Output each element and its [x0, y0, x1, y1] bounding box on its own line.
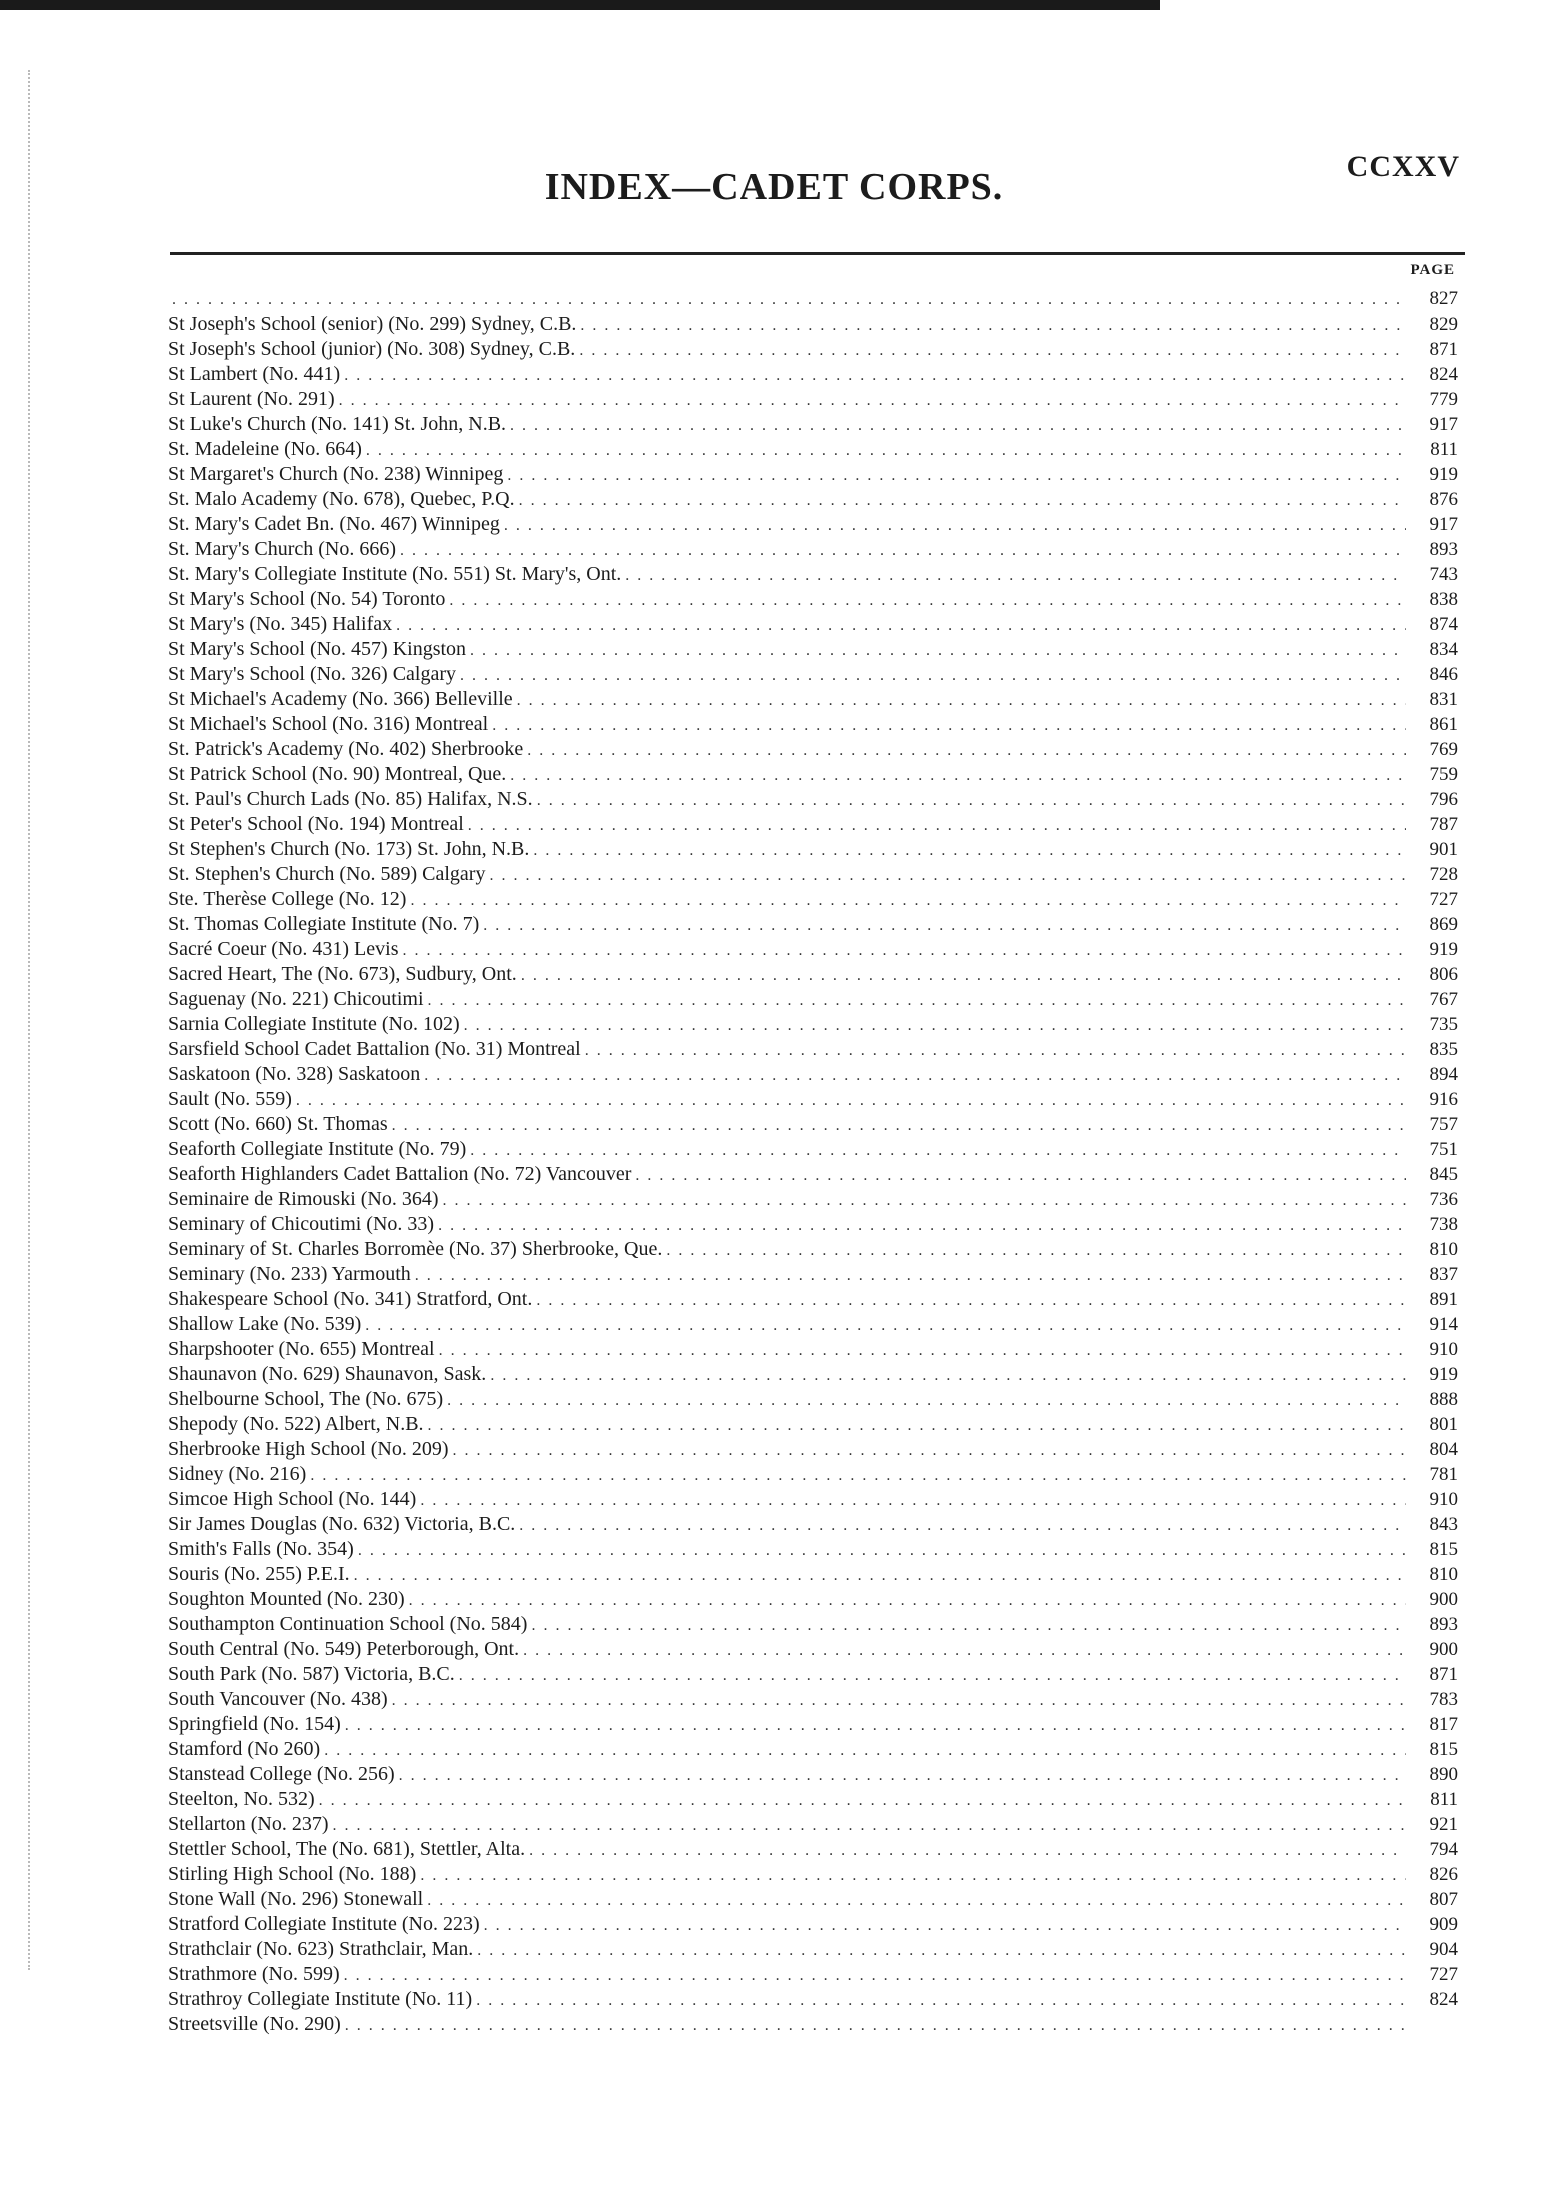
dot-leader	[324, 1742, 1406, 1760]
entry-name: St. Thomas Collegiate Institute (No. 7)	[168, 913, 480, 935]
dot-leader	[504, 517, 1406, 535]
entry-name: St Margaret's Church (No. 238) Winnipeg	[168, 463, 504, 485]
dot-leader	[468, 817, 1406, 835]
entry-page-number: 727	[1429, 889, 1458, 910]
entry-page-number: 728	[1429, 864, 1458, 885]
index-entry	[168, 338, 1458, 363]
index-entry	[168, 1013, 1458, 1038]
entry-name: Sault (No. 559)	[168, 1088, 292, 1110]
dot-leader	[489, 867, 1406, 885]
entry-page-number: 810	[1429, 1564, 1458, 1585]
entry-page-number: 759	[1429, 764, 1458, 785]
index-entry	[168, 813, 1458, 838]
index-entry	[168, 1988, 1458, 2013]
page-title: INDEX—CADET CORPS.	[544, 166, 1004, 208]
entry-name: St Mary's (No. 345) Halifax	[168, 613, 393, 635]
entry-name: St Luke's Church (No. 141) St. John, N.B.	[168, 413, 507, 435]
entry-page-number: 900	[1429, 1639, 1458, 1660]
dot-leader	[453, 1442, 1406, 1460]
entry-page-number: 824	[1429, 364, 1458, 385]
dot-leader	[523, 1642, 1406, 1660]
entry-name: Seaforth Highlanders Cadet Battalion (No. 72) Vancouver	[168, 1163, 632, 1185]
dot-leader	[420, 1492, 1406, 1510]
entry-name: Shakespeare School (No. 341) Stratford, Ont.	[168, 1288, 533, 1310]
dot-leader	[438, 1217, 1406, 1235]
entry-page-number: 811	[1430, 1789, 1458, 1810]
entry-name: Smith's Falls (No. 354)	[168, 1538, 354, 1560]
dot-leader	[439, 1342, 1406, 1360]
dot-leader	[392, 1117, 1406, 1135]
dot-leader	[459, 1667, 1406, 1685]
index-entry	[168, 938, 1458, 963]
index-entry	[168, 1488, 1458, 1513]
entry-name: St. Malo Academy (No. 678), Quebec, P.Q.	[168, 488, 515, 510]
index-entry	[168, 1913, 1458, 1938]
entry-name: St Laurent (No. 291)	[168, 388, 335, 410]
entry-page-number: 869	[1429, 914, 1458, 935]
entry-page-number: 834	[1429, 639, 1458, 660]
dot-leader	[510, 767, 1406, 785]
entry-name: Stettler School, The (No. 681), Stettler, Alta.	[168, 1838, 526, 1860]
entry-page-number: 891	[1429, 1289, 1458, 1310]
entry-page-number: 738	[1429, 1214, 1458, 1235]
entry-page-number: 890	[1429, 1764, 1458, 1785]
header-rule	[170, 252, 1465, 255]
entry-name: St. Patrick's Academy (No. 402) Sherbrooke	[168, 738, 524, 760]
dot-leader	[333, 1817, 1406, 1835]
entry-name: St. Stephen's Church (No. 589) Calgary	[168, 863, 486, 885]
index-entry	[168, 1238, 1458, 1263]
entry-name: Soughton Mounted (No. 230)	[168, 1588, 405, 1610]
index-entry	[168, 2013, 1458, 2038]
dot-leader	[449, 592, 1406, 610]
entry-page-number: 751	[1429, 1139, 1458, 1160]
entry-name: Sarsfield School Cadet Battalion (No. 31) Montreal	[168, 1038, 581, 1060]
entry-page-number: 893	[1429, 1614, 1458, 1635]
index-entry	[168, 1413, 1458, 1438]
entry-name: St Peter's School (No. 194) Montreal	[168, 813, 464, 835]
entry-page-number: 917	[1429, 414, 1458, 435]
dot-leader	[354, 1567, 1406, 1585]
entry-name: Stellarton (No. 237)	[168, 1813, 329, 1835]
entry-page-number: 910	[1429, 1489, 1458, 1510]
dot-leader	[477, 1942, 1406, 1960]
dot-leader	[443, 1192, 1406, 1210]
entry-page-number: 815	[1429, 1739, 1458, 1760]
entry-page-number: 871	[1429, 339, 1458, 360]
dot-leader	[510, 417, 1406, 435]
index-entry	[168, 913, 1458, 938]
entry-page-number: 831	[1429, 689, 1458, 710]
entry-name: St Mary's School (No. 326) Calgary	[168, 663, 457, 685]
entry-name: Streetsville (No. 290)	[168, 2013, 341, 2035]
dot-leader	[579, 342, 1406, 360]
entry-name: Seminary of St. Charles Borromèe (No. 37) Sherbrooke, Que.	[168, 1238, 663, 1260]
index-entry	[168, 638, 1458, 663]
page-column-heading: PAGE	[1410, 262, 1455, 278]
dot-leader	[296, 1092, 1406, 1110]
dot-leader	[344, 1967, 1406, 1985]
entry-page-number: 779	[1429, 389, 1458, 410]
entry-page-number: 921	[1429, 1814, 1458, 1835]
index-entry	[168, 1538, 1458, 1563]
index-entry	[168, 1388, 1458, 1413]
dot-leader	[533, 842, 1406, 860]
dot-leader	[424, 1067, 1406, 1085]
entry-page-number: 914	[1429, 1314, 1458, 1335]
entry-name: Ste. Therèse College (No. 12)	[168, 888, 407, 910]
dot-leader	[403, 942, 1407, 960]
index-entry	[168, 663, 1458, 688]
entry-name: St. Mary's Church (No. 666)	[168, 538, 397, 560]
entry-page-number: 735	[1429, 1014, 1458, 1035]
entry-page-number: 917	[1429, 514, 1458, 535]
entry-name: Scott (No. 660) St. Thomas	[168, 1113, 388, 1135]
entry-name: Sharpshooter (No. 655) Montreal	[168, 1338, 435, 1360]
dot-leader	[536, 1292, 1406, 1310]
dot-leader	[460, 667, 1406, 685]
entry-name: Shepody (No. 522) Albert, N.B.	[168, 1413, 424, 1435]
entry-name: Stone Wall (No. 296) Stonewall	[168, 1888, 424, 1910]
entry-page-number: 824	[1429, 1989, 1458, 2010]
entry-page-number: 769	[1429, 739, 1458, 760]
entry-name: South Vancouver (No. 438)	[168, 1688, 388, 1710]
entry-page-number: 904	[1429, 1939, 1458, 1960]
dot-leader	[410, 892, 1406, 910]
dot-leader	[470, 1142, 1406, 1160]
entry-name: Strathclair (No. 623) Strathclair, Man.	[168, 1938, 474, 1960]
entry-name: Steelton, No. 532)	[168, 1788, 315, 1810]
entry-page-number: 807	[1429, 1889, 1458, 1910]
entry-name: Sidney (No. 216)	[168, 1463, 307, 1485]
index-entry	[168, 563, 1458, 588]
entry-name: St Lambert (No. 441)	[168, 363, 341, 385]
entry-name: Southampton Continuation School (No. 584)	[168, 1613, 528, 1635]
index-entries	[168, 288, 1458, 2038]
entry-page-number: 811	[1430, 439, 1458, 460]
entry-page-number: 846	[1429, 664, 1458, 685]
entry-name: Stratford Collegiate Institute (No. 223)	[168, 1913, 480, 1935]
dot-leader	[490, 1367, 1406, 1385]
dot-leader	[585, 1042, 1406, 1060]
index-entry	[168, 313, 1458, 338]
entry-page-number: 815	[1429, 1539, 1458, 1560]
index-entry	[168, 888, 1458, 913]
entry-page-number: 783	[1429, 1689, 1458, 1710]
dot-leader	[521, 967, 1406, 985]
entry-name: Sacred Heart, The (No. 673), Sudbury, Ont.	[168, 963, 517, 985]
index-entry	[168, 1113, 1458, 1138]
entry-name: St Mary's School (No. 457) Kingston	[168, 638, 467, 660]
index-entry	[168, 763, 1458, 788]
dot-leader	[400, 542, 1406, 560]
entry-page-number: 901	[1429, 839, 1458, 860]
entry-name: Seminaire de Rimouski (No. 364)	[168, 1188, 439, 1210]
entry-name: Sir James Douglas (No. 632) Victoria, B.C.	[168, 1513, 516, 1535]
index-entry	[168, 1563, 1458, 1588]
dot-leader	[427, 1892, 1406, 1910]
dot-leader	[409, 1592, 1406, 1610]
entry-page-number: 787	[1429, 814, 1458, 835]
dot-leader	[344, 367, 1406, 385]
entry-page-number: 910	[1429, 1339, 1458, 1360]
index-entry	[168, 1963, 1458, 1988]
index-entry	[168, 463, 1458, 488]
index-entry	[168, 1738, 1458, 1763]
index-entry	[168, 1363, 1458, 1388]
entry-name: Strathroy Collegiate Institute (No. 11)	[168, 1988, 473, 2010]
entry-page-number: 843	[1429, 1514, 1458, 1535]
entry-page-number: 919	[1429, 464, 1458, 485]
dot-leader	[484, 1917, 1406, 1935]
index-entry	[168, 538, 1458, 563]
entry-page-number: 829	[1429, 314, 1458, 335]
page-number: CCXXV	[1346, 150, 1460, 183]
entry-name: Saskatoon (No. 328) Saskatoon	[168, 1063, 421, 1085]
index-entry	[168, 963, 1458, 988]
entry-page-number: 845	[1429, 1164, 1458, 1185]
index-entry	[168, 738, 1458, 763]
entry-page-number: 888	[1429, 1389, 1458, 1410]
entry-page-number: 826	[1429, 1864, 1458, 1885]
entry-name: Seminary (No. 233) Yarmouth	[168, 1263, 411, 1285]
index-entry	[168, 1138, 1458, 1163]
entry-page-number: 757	[1429, 1114, 1458, 1135]
index-entry	[168, 1713, 1458, 1738]
dot-leader	[339, 392, 1406, 410]
entry-page-number: 817	[1429, 1714, 1458, 1735]
index-entry	[168, 1263, 1458, 1288]
dot-leader	[464, 1017, 1406, 1035]
entry-page-number: 871	[1429, 1664, 1458, 1685]
dot-leader	[447, 1392, 1406, 1410]
dot-leader	[319, 1792, 1406, 1810]
index-entry	[168, 1213, 1458, 1238]
dot-leader	[415, 1267, 1406, 1285]
entry-page-number: 900	[1429, 1589, 1458, 1610]
entry-name: Sherbrooke High School (No. 209)	[168, 1438, 449, 1460]
entry-name: St. Paul's Church Lads (No. 85) Halifax, N.S.	[168, 788, 533, 810]
entry-name: Sarnia Collegiate Institute (No. 102)	[168, 1013, 460, 1035]
entry-name: St Patrick School (No. 90) Montreal, Que.	[168, 763, 507, 785]
index-entry	[168, 513, 1458, 538]
entry-page-number: 919	[1429, 1364, 1458, 1385]
dot-leader	[635, 1167, 1406, 1185]
index-entry	[168, 413, 1458, 438]
entry-page-number: 743	[1429, 564, 1458, 585]
index-entry	[168, 688, 1458, 713]
entry-page-number: 916	[1429, 1089, 1458, 1110]
index-entry	[168, 1938, 1458, 1963]
entry-page-number: 727	[1429, 1964, 1458, 1985]
dot-leader	[625, 567, 1406, 585]
dot-leader	[519, 492, 1406, 510]
dot-leader	[365, 1317, 1406, 1335]
entry-name: Shaunavon (No. 629) Shaunavon, Sask.	[168, 1363, 487, 1385]
entry-page-number: 861	[1429, 714, 1458, 735]
page-top-edge	[0, 0, 1160, 10]
dot-leader	[428, 1417, 1406, 1435]
entry-name: Stirling High School (No. 188)	[168, 1863, 417, 1885]
index-entry	[168, 838, 1458, 863]
index-entry	[168, 1288, 1458, 1313]
index-entry	[168, 1788, 1458, 1813]
index-entry	[168, 1038, 1458, 1063]
entry-page-number: 827	[1429, 288, 1458, 309]
dot-leader	[507, 467, 1406, 485]
index-entry	[168, 713, 1458, 738]
index-entry	[168, 1663, 1458, 1688]
index-entry	[168, 1063, 1458, 1088]
index-entry	[168, 1588, 1458, 1613]
dot-leader	[345, 2017, 1406, 2035]
entry-page-number: 767	[1429, 989, 1458, 1010]
entry-page-number: 804	[1429, 1439, 1458, 1460]
index-entry	[168, 1463, 1458, 1488]
entry-name: Strathmore (No. 599)	[168, 1963, 340, 1985]
index-entry	[168, 1763, 1458, 1788]
index-entry	[168, 788, 1458, 813]
entry-page-number: 796	[1429, 789, 1458, 810]
entry-name: South Central (No. 549) Peterborough, Ont.	[168, 1638, 520, 1660]
index-entry	[168, 1438, 1458, 1463]
entry-name: St Stephen's Church (No. 173) St. John, N.B.	[168, 838, 530, 860]
dot-leader	[492, 717, 1406, 735]
index-entry	[168, 1338, 1458, 1363]
entry-name: Simcoe High School (No. 144)	[168, 1488, 417, 1510]
dot-leader	[172, 291, 1406, 309]
entry-name: Springfield (No. 154)	[168, 1713, 341, 1735]
entry-page-number: 736	[1429, 1189, 1458, 1210]
index-entry	[168, 1863, 1458, 1888]
index-entry	[168, 1813, 1458, 1838]
entry-page-number: 909	[1429, 1914, 1458, 1935]
entry-page-number: 894	[1429, 1064, 1458, 1085]
entry-name: St. Mary's Collegiate Institute (No. 551) St. Mary's, Ont.	[168, 563, 622, 585]
index-entry	[168, 1188, 1458, 1213]
entry-page-number: 876	[1429, 489, 1458, 510]
entry-name: St Joseph's School (junior) (No. 308) Sydney, C.B.	[168, 338, 576, 360]
dot-leader	[345, 1717, 1406, 1735]
index-entry	[168, 488, 1458, 513]
entry-name: St. Mary's Cadet Bn. (No. 467) Winnipeg	[168, 513, 500, 535]
entry-page-number: 835	[1429, 1039, 1458, 1060]
index-entry	[168, 863, 1458, 888]
entry-name: Seminary of Chicoutimi (No. 33)	[168, 1213, 435, 1235]
dot-leader	[399, 1767, 1406, 1785]
dot-leader	[483, 917, 1406, 935]
dot-leader	[392, 1692, 1406, 1710]
index-entry	[168, 1888, 1458, 1913]
index-entry	[168, 363, 1458, 388]
entry-page-number: 794	[1429, 1839, 1458, 1860]
entry-page-number: 893	[1429, 539, 1458, 560]
entry-page-number: 874	[1429, 614, 1458, 635]
entry-page-number: 810	[1429, 1239, 1458, 1260]
dot-leader	[396, 617, 1406, 635]
index-entry	[168, 988, 1458, 1013]
entry-page-number: 919	[1429, 939, 1458, 960]
page-left-edge	[28, 70, 32, 1970]
entry-name: St. Madeleine (No. 664)	[168, 438, 362, 460]
dot-leader	[537, 792, 1406, 810]
entry-name: St Michael's School (No. 316) Montreal	[168, 713, 489, 735]
entry-name: South Park (No. 587) Victoria, B.C.	[168, 1663, 455, 1685]
entry-name: Sacré Coeur (No. 431) Levis	[168, 938, 399, 960]
entry-name: St Mary's School (No. 54) Toronto	[168, 588, 446, 610]
index-entry	[168, 388, 1458, 413]
dot-leader	[519, 1517, 1406, 1535]
entry-page-number: 806	[1429, 964, 1458, 985]
index-entry	[168, 1513, 1458, 1538]
index-entry	[168, 1838, 1458, 1863]
dot-leader	[517, 692, 1406, 710]
index-entry	[168, 288, 1458, 313]
dot-leader	[470, 642, 1406, 660]
index-entry	[168, 438, 1458, 463]
entry-name: St Joseph's School (senior) (No. 299) Sydney, C.B.	[168, 313, 577, 335]
dot-leader	[527, 742, 1406, 760]
entry-page-number: 838	[1429, 589, 1458, 610]
dot-leader	[366, 442, 1406, 460]
entry-name: Stanstead College (No. 256)	[168, 1763, 395, 1785]
index-entry	[168, 1313, 1458, 1338]
entry-name: Souris (No. 255) P.E.I.	[168, 1563, 350, 1585]
dot-leader	[580, 317, 1406, 335]
dot-leader	[428, 992, 1406, 1010]
entry-page-number: 801	[1429, 1414, 1458, 1435]
entry-page-number: 781	[1429, 1464, 1458, 1485]
index-entry	[168, 613, 1458, 638]
index-entry	[168, 1613, 1458, 1638]
dot-leader	[420, 1867, 1406, 1885]
dot-leader	[666, 1242, 1406, 1260]
index-entry	[168, 1638, 1458, 1663]
index-entry	[168, 1163, 1458, 1188]
dot-leader	[476, 1992, 1406, 2010]
index-entry	[168, 588, 1458, 613]
entry-name: Seaforth Collegiate Institute (No. 79)	[168, 1138, 467, 1160]
dot-leader	[531, 1617, 1406, 1635]
index-entry	[168, 1688, 1458, 1713]
entry-name: Shelbourne School, The (No. 675)	[168, 1388, 444, 1410]
entry-page-number: 837	[1429, 1264, 1458, 1285]
index-entry	[168, 1088, 1458, 1113]
entry-name: Stamford (No 260)	[168, 1738, 321, 1760]
entry-name: Shallow Lake (No. 539)	[168, 1313, 362, 1335]
dot-leader	[310, 1467, 1406, 1485]
dot-leader	[529, 1842, 1406, 1860]
dot-leader	[358, 1542, 1406, 1560]
entry-name: St Michael's Academy (No. 366) Belleville	[168, 688, 513, 710]
entry-name: Saguenay (No. 221) Chicoutimi	[168, 988, 424, 1010]
